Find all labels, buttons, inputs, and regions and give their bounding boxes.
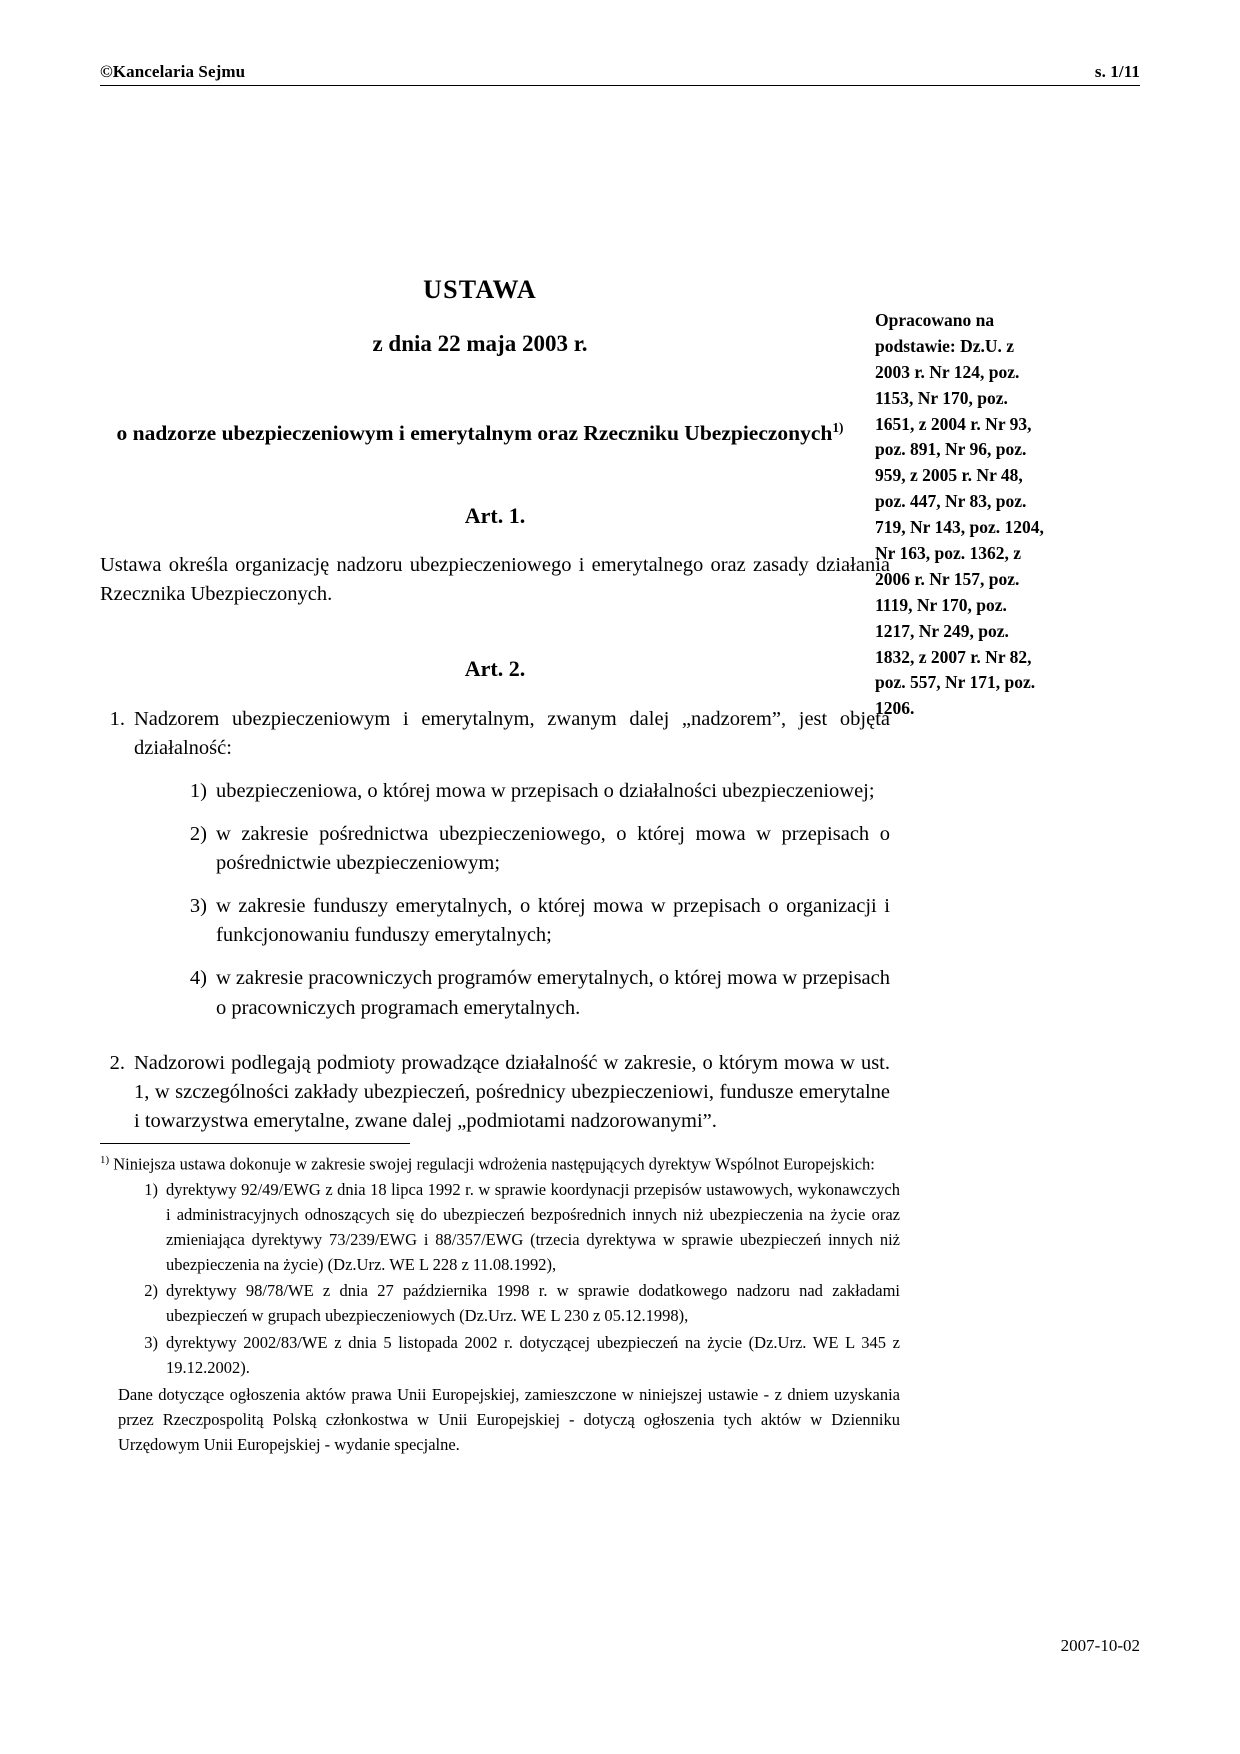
- item-content: [134, 705, 890, 1037]
- footnote-mark: 1): [100, 1154, 110, 1166]
- header-page-number: s. 1/11: [1094, 62, 1140, 81]
- subitem-marker: 1): [189, 779, 207, 802]
- act-date-line: z dnia 22 maja 2003 r.: [372, 331, 588, 356]
- article-1-paragraph: Ustawa określa organizację nadzoru ubezpieczeniowego i emerytalnego oraz zasady działania Rzecznika Ubezpieczonych.: [100, 554, 890, 606]
- subitem-text: ubezpieczeniowa, o której mowa w przepisach o działalności ubezpieczeniowej;: [216, 779, 875, 802]
- act-subject-line: [100, 419, 860, 448]
- footnote-directive-list: [100, 1178, 900, 1380]
- list-item: [182, 777, 890, 806]
- article-heading-2: Art. 2.: [464, 656, 526, 682]
- subitem-marker: 3): [189, 895, 207, 918]
- footnote-intro: [100, 1152, 900, 1177]
- item-text: Nadzorem ubezpieczeniowym i emerytalnym, zwanym dalej „nadzorem”, jest objęta działalność:: [134, 707, 890, 759]
- list-item: [138, 1279, 900, 1329]
- margin-note-source: Opracowano na podstawie: Dz.U. z 2003 r. Nr 124, poz. 1153, Nr 170, poz. 1651, z 2004 r. Nr 93, poz. 891, Nr 96, poz. 959, z 2005 r. Nr 48, poz. 447, Nr 83, poz. 719, Nr 143, poz. 1204, Nr 163, poz. 1362, z 2006 r. Nr 157, poz. 1119, Nr 170, poz. 1217, Nr 249, poz. 1832, z 2007 r. Nr 82, poz. 557, Nr 171, poz. 1206.: [875, 310, 1044, 719]
- item-marker: 1.: [109, 707, 125, 730]
- page-footer-date: 2007-10-02: [1060, 1636, 1140, 1655]
- footnote-item-marker: 2): [144, 1281, 158, 1301]
- footnote-item-marker: 3): [144, 1332, 158, 1352]
- footnote-item-marker: 1): [144, 1180, 158, 1200]
- list-item: [100, 705, 890, 1037]
- article-2-items: [100, 705, 890, 1136]
- list-item: [138, 1178, 900, 1277]
- title-block: [100, 275, 860, 448]
- subitem-marker: 2): [189, 823, 207, 846]
- item-text: Nadzorowi podlegają podmioty prowadzące działalność w zakresie, o którym mowa w ust. 1, w szczególności zakłady ubezpieczeń, pośrednicy ubezpieczeniowi, fundusze emerytalne i towarzystwa emerytalne, zwane dalej „podmiotami nadzorowanymi”.: [134, 1051, 890, 1132]
- footnote-block: [100, 1152, 900, 1458]
- footnote-item-text: dyrektywy 98/78/WE z dnia 27 października 1998 r. w sprawie dodatkowego nadzoru nad zakładami ubezpieczeń w grupach ubezpieczeniowych (Dz.Urz. WE L 230 z 05.12.1998),: [166, 1281, 900, 1325]
- page-header: [100, 62, 1140, 86]
- footnote-item-text: dyrektywy 92/49/EWG z dnia 18 lipca 1992 r. w sprawie koordynacji przepisów ustawowych, wykonawczych i administracyjnych odnoszących się do ubezpieczeń bezpośrednich innych niż ubezpieczenia na życie oraz zmieniająca dyrektywy 73/239/EWG i 88/357/EWG (trzecia dyrektywa w sprawie ubezpieczeń innych niż ubezpieczenia na życie) (Dz.Urz. WE L 228 z 11.08.1992),: [166, 1180, 900, 1274]
- list-item: [182, 820, 890, 878]
- list-item: [138, 1331, 900, 1381]
- item-marker: 2.: [109, 1051, 125, 1074]
- footnote-intro-text: Niniejsza ustawa dokonuje w zakresie swojej regulacji wdrożenia następujących dyrektyw Wspólnot Europejskich:: [113, 1154, 875, 1174]
- footnote-tail-text: Dane dotyczące ogłoszenia aktów prawa Unii Europejskiej, zamieszczone w niniejszej ustawie - z dniem uzyskania przez Rzeczpospolitą Polską członkostwa w Unii Europejskiej - dotyczą ogłoszenia tych aktów w Dzienniku Urzędowym Unii Europejskiej - wydanie specjalne.: [118, 1385, 900, 1454]
- subitem-marker: 4): [189, 967, 207, 990]
- list-item: [182, 892, 890, 950]
- document-body: [100, 500, 890, 1148]
- list-item: [100, 1049, 890, 1136]
- header-publisher: ©Kancelaria Sejmu: [100, 62, 246, 81]
- subitem-text: w zakresie pośrednictwa ubezpieczeniowego, o której mowa w przepisach o pośrednictwie ubezpieczeniowym;: [216, 823, 890, 875]
- article-2-subitems: [134, 777, 890, 1023]
- page-title: USTAWA: [423, 275, 537, 304]
- footnote-item-text: dyrektywy 2002/83/WE z dnia 5 listopada 2002 r. dotyczącej ubezpieczeń na życie (Dz.Urz. WE L 345 z 19.12.2002).: [166, 1332, 900, 1377]
- subitem-text: w zakresie pracowniczych programów emerytalnych, o której mowa w przepisach o pracowniczych programach emerytalnych.: [216, 967, 890, 1019]
- act-subject-text: o nadzorze ubezpieczeniowym i emerytalnym oraz Rzeczniku Ubezpieczonych: [116, 421, 833, 446]
- act-subject-footnote-mark: 1): [832, 420, 844, 435]
- subitem-text: w zakresie funduszy emerytalnych, o której mowa w przepisach o organizacji i funkcjonowaniu funduszy emerytalnych;: [216, 895, 890, 947]
- footnote-separator: [100, 1143, 410, 1144]
- article-heading-1: Art. 1.: [464, 503, 526, 528]
- list-item: [182, 964, 890, 1022]
